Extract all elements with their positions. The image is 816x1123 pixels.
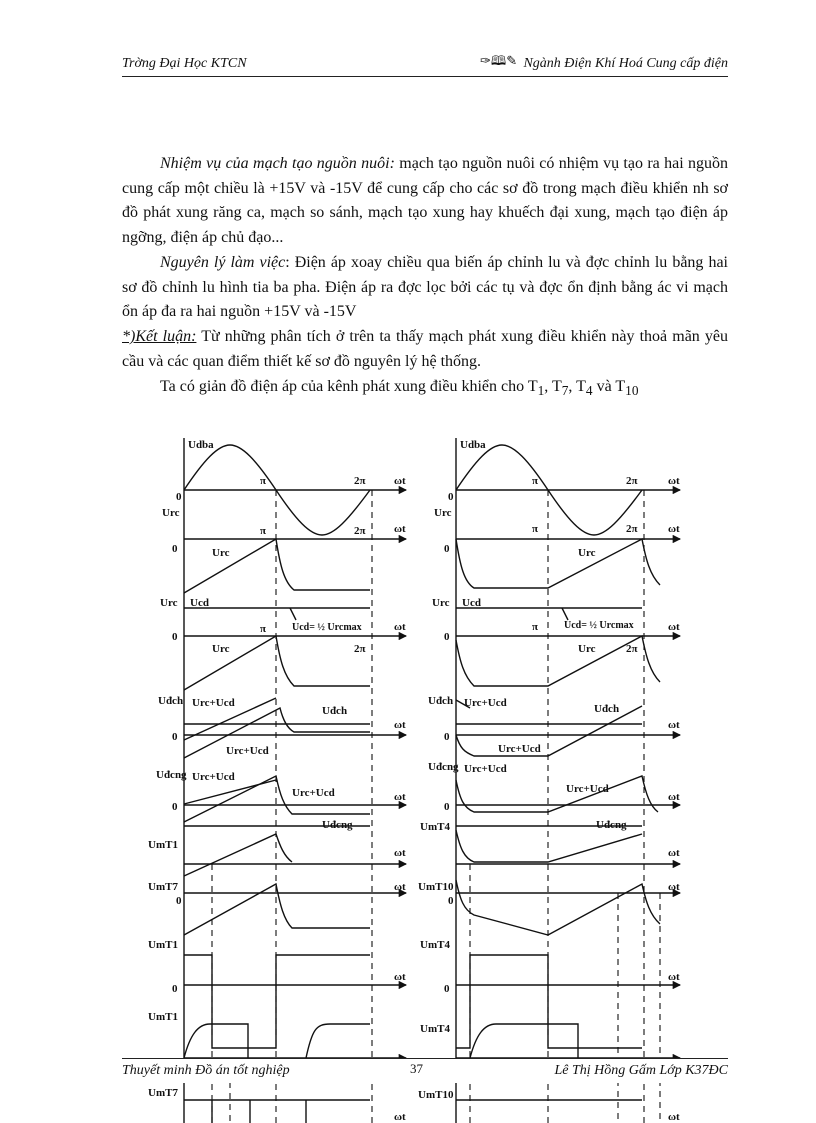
left-label-r9: UmT1 [148, 939, 178, 951]
left-r5-b: Uđch [322, 705, 348, 717]
right-label-r7: UmT4 [420, 821, 450, 833]
left-origin-r1: 0 [176, 491, 182, 503]
footer-author: Lê Thị Hồng Gấm Lớp K37ĐC [554, 1063, 728, 1078]
diagram-intro-sep-3: và T [592, 378, 626, 395]
left-2pi-r2: 2π [354, 525, 366, 537]
left-2pi-r1: 2π [354, 475, 366, 487]
subscript-4: 4 [585, 383, 593, 399]
paragraph-operating-principle [122, 251, 728, 325]
right-wt-r5: ωt [668, 719, 680, 731]
left-label-r2: Urc [162, 507, 180, 519]
right-wt-r7: ωt [668, 847, 680, 859]
left-pi-r3: π [260, 623, 267, 635]
left-label-r1: Udba [188, 439, 214, 451]
left-label-r10: UmT1 [148, 1011, 178, 1023]
right-label-r10: UmT4 [420, 1023, 450, 1035]
right-wt-r8: ωt [668, 881, 680, 893]
left-label-r6: Uđcng [156, 769, 187, 781]
right-curve-r4: Urc [578, 643, 596, 655]
header-department: Ngành Điện Khí Hoá Cung cấp điện [523, 56, 728, 71]
right-origin-r8: 0 [448, 895, 454, 907]
right-2pi-r4: 2π [626, 643, 638, 655]
right-r6-a: Urc+Ucd [464, 763, 507, 775]
footer-page-number: 37 [410, 1061, 423, 1076]
right-wt-r1: ωt [668, 475, 680, 487]
right-pi-r2: π [532, 523, 539, 535]
left-pi-r1: π [260, 475, 267, 487]
subscript-1: 1 [537, 383, 545, 399]
left-origin-r3: 0 [172, 631, 178, 643]
right-r5-a: Urc+Ucd [464, 697, 507, 709]
left-r6-c: Uđcng [322, 819, 353, 831]
right-pulse-r10 [470, 1024, 578, 1058]
right-r6-b: Urc+Ucd [566, 783, 609, 795]
left-wt-r5: ωt [394, 719, 406, 731]
right-label-r11: UmT10 [418, 1089, 454, 1101]
diagram-intro-sep-1: , T [544, 378, 562, 395]
right-r5-b: Uđch [594, 703, 620, 715]
left-wt-r2: ωt [394, 523, 406, 535]
operating-principle-label: Nguyên lý làm việc [160, 254, 286, 271]
left-origin-r9: 0 [172, 983, 178, 995]
left-origin-r8: 0 [176, 895, 182, 907]
timing-diagram [0, 430, 816, 1123]
left-wt-r6: ωt [394, 791, 406, 803]
conclusion-text: Từ những phân tích ở trên ta thấy mạch phát xung điều khiển này thoả mãn yêu cầu và các quan điểm thiết kế sơ đồ nguyên lý hệ thống. [122, 328, 728, 370]
paragraph-conclusion [122, 325, 728, 374]
left-label-r3a: Urc [160, 597, 178, 609]
left-wt-r9: ωt [394, 971, 406, 983]
right-label-r5: Uđch [428, 695, 454, 707]
left-label-r11: UmT7 [148, 1087, 178, 1099]
right-origin-r5: 0 [444, 731, 450, 743]
subscript-7: 7 [561, 383, 569, 399]
page-footer [122, 1058, 728, 1083]
right-r5-c: Urc+Ucd [498, 743, 541, 755]
left-formula-r3: Ucd= ½ Urcmax [292, 622, 362, 633]
right-wt-r6: ωt [668, 791, 680, 803]
right-2pi-r2: 2π [626, 523, 638, 535]
left-wt-r7: ωt [394, 847, 406, 859]
left-curve-r2: Urc [212, 547, 230, 559]
paragraph-diagram-intro [122, 375, 728, 404]
right-formula-r3: Ucd= ½ Urcmax [564, 620, 634, 631]
right-ref-tick-r3 [562, 608, 568, 620]
left-r5-c: Urc+Ucd [226, 745, 269, 757]
left-pi-r2: π [260, 525, 267, 537]
diagram-intro-sep-2: , T [568, 378, 586, 395]
left-curve-r4: Urc [212, 643, 230, 655]
left-label-r3b: Ucd [190, 597, 209, 609]
header-ornament: ✑🕮✎ [480, 53, 518, 68]
right-origin-r6: 0 [444, 801, 450, 813]
left-2pi-r4: 2π [354, 643, 366, 655]
left-wt-r8: ωt [394, 881, 406, 893]
header-school: Trờng Đại Học KTCN [122, 56, 247, 71]
right-pulse-r9 [456, 955, 642, 1048]
footer-document-title: Thuyết minh Đồ án tốt nghiệp [122, 1063, 290, 1078]
left-wt-r11: ωt [394, 1111, 406, 1123]
right-origin-r1: 0 [448, 491, 454, 503]
right-wt-r2: ωt [668, 523, 680, 535]
right-label-r6: Uđcng [428, 761, 459, 773]
left-origin-r5: 0 [172, 731, 178, 743]
diagram-intro-text: Ta có giản đồ điện áp của kênh phát xung điều khiển cho T [160, 378, 538, 395]
right-label-r9: UmT4 [420, 939, 450, 951]
right-label-r2: Urc [434, 507, 452, 519]
right-origin-r9: 0 [444, 983, 450, 995]
right-ramp-r2 [456, 539, 660, 588]
right-label-r1: Udba [460, 439, 486, 451]
right-label-r3b: Ucd [462, 597, 481, 609]
subscript-10: 10 [625, 383, 639, 399]
right-wt-r11: ωt [668, 1111, 680, 1123]
left-ref-tick-r3 [290, 608, 296, 620]
right-curve-r2: Urc [578, 547, 596, 559]
power-supply-task-text: mạch tạo nguồn nuôi có nhiệm vụ tạo ra hai nguồn cung cấp một chiều là +15V và -15V để cung cấp cho các sơ đồ trong mạch điều khiển nh sơ đồ phát xung răng ca, mạch so sánh, mạch tạo xung hay khuếch đại xung, mạch tạo điện áp ngỡng, điện áp chủ đạo... [122, 155, 728, 246]
right-wt-r3: ωt [668, 621, 680, 633]
left-wt-r3: ωt [394, 621, 406, 633]
left-r5-a: Urc+Ucd [192, 697, 235, 709]
right-pi-r1: π [532, 475, 539, 487]
left-label-r7: UmT1 [148, 839, 178, 851]
right-wt-r9: ωt [668, 971, 680, 983]
right-2pi-r1: 2π [626, 475, 638, 487]
left-label-r8: UmT7 [148, 881, 178, 893]
right-column [456, 438, 680, 1123]
power-supply-task-label: Nhiệm vụ của mạch tạo nguồn nuôi: [160, 155, 395, 172]
left-wt-r1: ωt [394, 475, 406, 487]
right-label-r8: UmT10 [418, 881, 454, 893]
right-pi-r3: π [532, 621, 539, 633]
left-r6-b: Urc+Ucd [292, 787, 335, 799]
operating-principle-text: : Điện áp xoay chiều qua biến áp chỉnh lu và đợc chỉnh lu bằng hai sơ đồ chỉnh lu hình tia ba pha. Điện áp ra đợc lọc bởi các tụ và đợc ổn định bằng ác vi mạch ổn áp đa ra hai nguồn +15V và -15V [122, 254, 728, 320]
page-header [122, 50, 728, 77]
paragraph-power-supply-task [122, 152, 728, 250]
right-ramp-r6a [456, 776, 658, 812]
right-ramp-r8 [456, 880, 660, 935]
left-ramp-r6b [184, 780, 276, 804]
right-label-r3a: Urc [432, 597, 450, 609]
left-origin-r6: 0 [172, 801, 178, 813]
right-origin-r3: 0 [444, 631, 450, 643]
left-origin-r2: 0 [172, 543, 178, 555]
conclusion-label: *)Kết luận: [122, 328, 197, 345]
right-origin-r2: 0 [444, 543, 450, 555]
left-pulse-r11 [212, 1100, 306, 1123]
left-r6-a: Urc+Ucd [192, 771, 235, 783]
right-ramp-r7 [456, 830, 642, 862]
right-r6-c: Uđcng [596, 819, 627, 831]
left-label-r5: Uđch [158, 695, 184, 707]
